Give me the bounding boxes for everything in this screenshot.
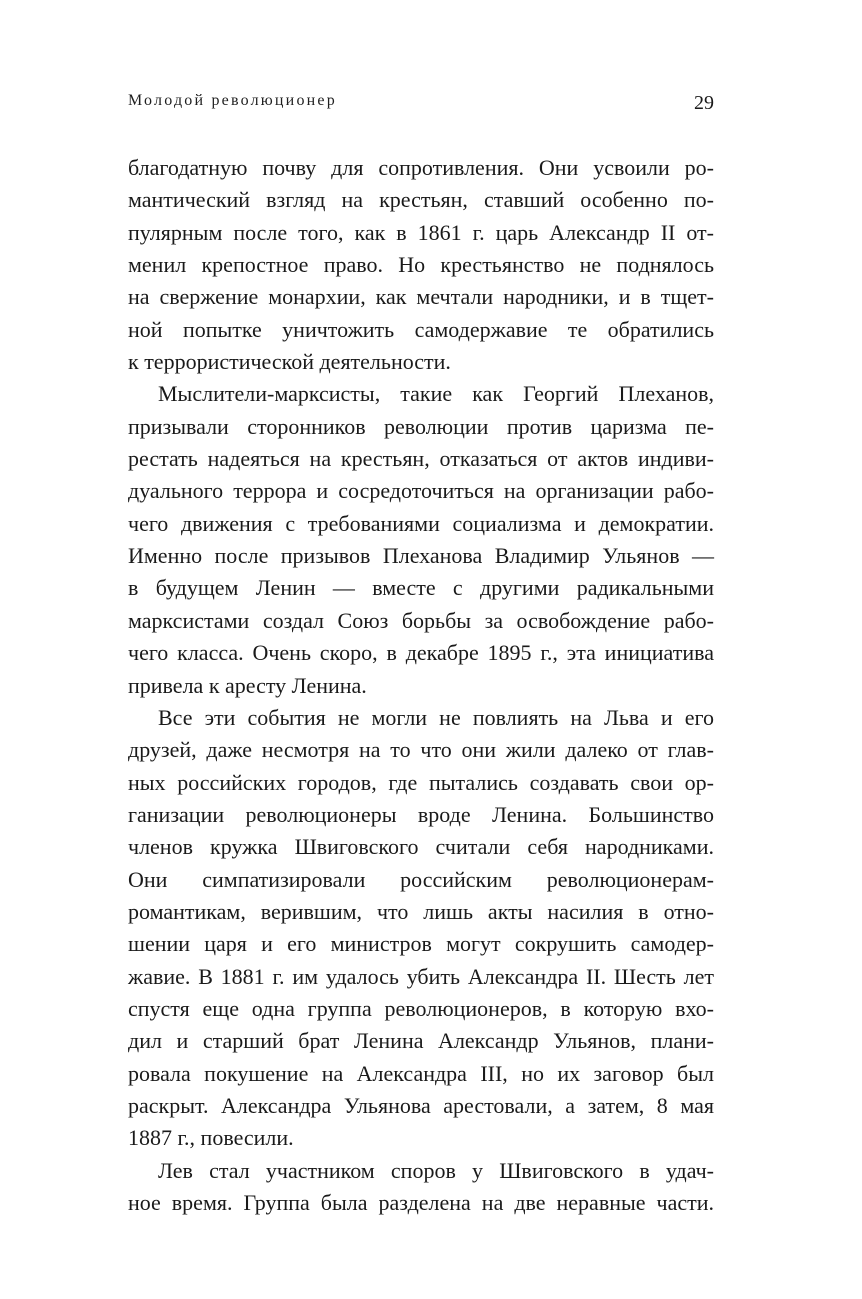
text-line: привела к аресту Ленина. bbox=[128, 672, 367, 698]
text-line: Они симпатизировали российским революционерам- bbox=[128, 866, 714, 892]
text-line: ной попытке уничтожить самодержавие те обратились bbox=[128, 316, 714, 342]
text-line: Лев стал участником споров у Швиговского в удач- bbox=[158, 1157, 714, 1183]
text-line: рестать надеяться на крестьян, отказаться от актов индиви- bbox=[128, 446, 714, 472]
text-line: дуального террора и сосредоточиться на организации рабо- bbox=[128, 478, 714, 504]
running-title: Молодой революционер bbox=[128, 92, 337, 109]
text-line: ганизации революционеры вроде Ленина. Большинство bbox=[128, 801, 714, 827]
page-number: 29 bbox=[694, 92, 714, 114]
text-line: в будущем Ленин — вместе с другими радикальными bbox=[128, 575, 714, 601]
text-line: Все эти события не могли не повлиять на Льва и его bbox=[158, 704, 714, 730]
text-line: 1887 г., повесили. bbox=[128, 1125, 294, 1151]
text-line: призывали сторонников революции против царизма пе- bbox=[128, 413, 714, 439]
text-line: жавие. В 1881 г. им удалось убить Александра II. Шесть лет bbox=[128, 963, 714, 989]
text-line: шении царя и его министров могут сокрушить самодер- bbox=[128, 931, 714, 957]
text-line: менил крепостное право. Но крестьянство не поднялось bbox=[128, 252, 714, 278]
text-line: спустя еще одна группа революционеров, в которую вхо- bbox=[128, 995, 714, 1021]
text-line: дил и старший брат Ленина Александр Ульянов, плани- bbox=[128, 1028, 714, 1054]
text-line: к террористической деятельности. bbox=[128, 349, 451, 375]
text-line: раскрыт. Александра Ульянова арестовали, а затем, 8 мая bbox=[128, 1092, 714, 1118]
text-line: Именно после призывов Плеханова Владимир Ульянов — bbox=[128, 543, 714, 569]
text-line: ных российских городов, где пытались создавать свои ор- bbox=[128, 769, 714, 795]
text-line: Мыслители-марксисты, такие как Георгий Плеханов, bbox=[158, 381, 714, 407]
text-line: марксистами создал Союз борьбы за освобождение рабо- bbox=[128, 607, 714, 633]
text-line: членов кружка Швиговского считали себя народниками. bbox=[128, 834, 714, 860]
text-line: друзей, даже несмотря на то что они жили далеко от глав- bbox=[128, 737, 714, 763]
text-line: романтикам, верившим, что лишь акты насилия в отно- bbox=[128, 898, 714, 924]
text-line: мантический взгляд на крестьян, ставший особенно по- bbox=[128, 187, 714, 213]
text-line: ное время. Группа была разделена на две неравные части. bbox=[128, 1190, 714, 1215]
text-line: чего класса. Очень скоро, в декабре 1895 г., эта инициатива bbox=[128, 640, 714, 666]
text-line: на свержение монархии, как мечтали народники, и в тщет- bbox=[128, 284, 714, 310]
text-line: пулярным после того, как в 1861 г. царь Александр II от- bbox=[128, 219, 714, 245]
text-line: чего движения с требованиями социализма и демократии. bbox=[128, 510, 714, 536]
text-line: благодатную почву для сопротивления. Они усвоили ро- bbox=[128, 155, 714, 180]
text-line: ровала покушение на Александра III, но их заговор был bbox=[128, 1060, 714, 1086]
body-text bbox=[128, 152, 714, 1219]
